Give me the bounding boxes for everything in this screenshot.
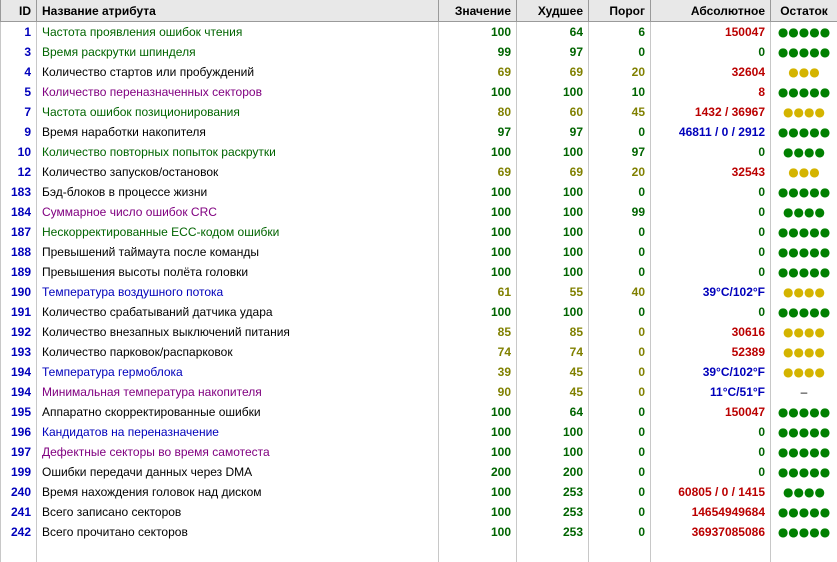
cell-worst: 100 [517, 242, 589, 262]
cell-absolute: 0 [651, 462, 771, 482]
cell-name: Частота ошибок позиционирования [37, 102, 439, 122]
cell-threshold: 0 [589, 442, 651, 462]
cell-threshold: 20 [589, 162, 651, 182]
cell-absolute: 0 [651, 222, 771, 242]
table-row[interactable] [1, 302, 837, 322]
cell-worst: 100 [517, 442, 589, 462]
cell-absolute: 0 [651, 242, 771, 262]
cell-threshold: 0 [589, 182, 651, 202]
cell-id: 188 [1, 242, 37, 262]
cell-absolute: 0 [651, 142, 771, 162]
cell-remaining [771, 102, 837, 122]
cell-threshold: 0 [589, 422, 651, 442]
cell-remaining [771, 262, 837, 282]
cell-value: 100 [439, 202, 517, 222]
cell-id: 184 [1, 202, 37, 222]
cell-absolute: 11°C/51°F [651, 382, 771, 402]
cell-value: 85 [439, 322, 517, 342]
table-row[interactable] [1, 182, 837, 202]
column-header-id[interactable]: ID [1, 0, 37, 22]
remaining-dots: ●●●●● [778, 405, 830, 419]
cell-worst: 100 [517, 202, 589, 222]
column-header-threshold[interactable]: Порог [589, 0, 651, 22]
cell-name: Кандидатов на переназначение [37, 422, 439, 442]
cell-name: Частота проявления ошибок чтения [37, 22, 439, 43]
cell-remaining [771, 202, 837, 222]
cell-id: 4 [1, 62, 37, 82]
cell-threshold: 0 [589, 222, 651, 242]
remaining-dots: ●●●● [783, 345, 825, 359]
cell-absolute: 0 [651, 42, 771, 62]
cell-absolute: 0 [651, 442, 771, 462]
remaining-dots: ●●●● [783, 145, 825, 159]
table-row[interactable] [1, 22, 837, 43]
cell-remaining [771, 362, 837, 382]
filler-cell [1, 542, 37, 562]
table-row[interactable] [1, 202, 837, 222]
cell-absolute: 0 [651, 302, 771, 322]
cell-threshold: 0 [589, 122, 651, 142]
cell-threshold: 0 [589, 342, 651, 362]
cell-remaining [771, 502, 837, 522]
cell-name: Количество парковок/распарковок [37, 342, 439, 362]
cell-threshold: 0 [589, 482, 651, 502]
cell-value: 100 [439, 22, 517, 43]
cell-value: 61 [439, 282, 517, 302]
remaining-dots: ●●●●● [778, 125, 830, 139]
remaining-dots: ●●●● [783, 105, 825, 119]
cell-threshold: 0 [589, 302, 651, 322]
cell-worst: 60 [517, 102, 589, 122]
cell-id: 1 [1, 22, 37, 43]
cell-name: Аппаратно скорректированные ошибки [37, 402, 439, 422]
cell-worst: 69 [517, 162, 589, 182]
cell-threshold: 0 [589, 402, 651, 422]
cell-remaining [771, 282, 837, 302]
remaining-dots: ●●●● [783, 325, 825, 339]
cell-remaining [771, 382, 837, 402]
cell-absolute: 32604 [651, 62, 771, 82]
cell-threshold: 0 [589, 382, 651, 402]
cell-value: 100 [439, 222, 517, 242]
table-row[interactable] [1, 262, 837, 282]
cell-worst: 200 [517, 462, 589, 482]
cell-value: 100 [439, 142, 517, 162]
cell-id: 196 [1, 422, 37, 442]
table-row[interactable] [1, 62, 837, 82]
remaining-dots: ●●●●● [778, 525, 830, 539]
cell-remaining [771, 182, 837, 202]
cell-absolute: 60805 / 0 / 1415 [651, 482, 771, 502]
cell-worst: 64 [517, 22, 589, 43]
cell-absolute: 0 [651, 422, 771, 442]
cell-name: Время нахождения головок над диском [37, 482, 439, 502]
cell-name: Время наработки накопителя [37, 122, 439, 142]
cell-name: Ошибки передачи данных через DMA [37, 462, 439, 482]
remaining-dots: ●●●●● [778, 505, 830, 519]
cell-id: 7 [1, 102, 37, 122]
cell-id: 190 [1, 282, 37, 302]
cell-worst: 100 [517, 262, 589, 282]
cell-name: Количество переназначенных секторов [37, 82, 439, 102]
cell-threshold: 0 [589, 262, 651, 282]
table-row[interactable] [1, 482, 837, 502]
cell-remaining [771, 422, 837, 442]
filler-cell [771, 542, 837, 562]
cell-threshold: 0 [589, 42, 651, 62]
cell-threshold: 0 [589, 462, 651, 482]
cell-id: 197 [1, 442, 37, 462]
cell-value: 100 [439, 422, 517, 442]
cell-worst: 45 [517, 382, 589, 402]
cell-threshold: 0 [589, 522, 651, 542]
cell-worst: 253 [517, 482, 589, 502]
cell-absolute: 150047 [651, 22, 771, 43]
cell-id: 3 [1, 42, 37, 62]
remaining-dots: ●●●●● [778, 265, 830, 279]
filler-cell [517, 542, 589, 562]
cell-absolute: 46811 / 0 / 2912 [651, 122, 771, 142]
cell-worst: 100 [517, 182, 589, 202]
cell-absolute: 14654949684 [651, 502, 771, 522]
remaining-dots: ●●●●● [778, 85, 830, 99]
cell-name: Бэд-блоков в процессе жизни [37, 182, 439, 202]
cell-worst: 100 [517, 222, 589, 242]
table-row[interactable] [1, 102, 837, 122]
table-filler-row [1, 542, 837, 562]
cell-worst: 45 [517, 362, 589, 382]
cell-id: 199 [1, 462, 37, 482]
filler-cell [651, 542, 771, 562]
cell-remaining [771, 82, 837, 102]
table-row[interactable] [1, 442, 837, 462]
filler-cell [37, 542, 439, 562]
table-row[interactable] [1, 122, 837, 142]
cell-remaining [771, 242, 837, 262]
table-row[interactable] [1, 82, 837, 102]
cell-value: 100 [439, 82, 517, 102]
cell-value: 99 [439, 42, 517, 62]
cell-absolute: 30616 [651, 322, 771, 342]
cell-id: 240 [1, 482, 37, 502]
cell-threshold: 0 [589, 322, 651, 342]
remaining-dots: ●●●● [783, 285, 825, 299]
remaining-dots: ●●●●● [778, 185, 830, 199]
table-row[interactable] [1, 42, 837, 62]
cell-remaining [771, 122, 837, 142]
cell-value: 100 [439, 482, 517, 502]
cell-value: 90 [439, 382, 517, 402]
remaining-dots: ●●●●● [778, 225, 830, 239]
cell-worst: 100 [517, 142, 589, 162]
cell-remaining [771, 222, 837, 242]
cell-remaining [771, 522, 837, 542]
cell-name: Время раскрутки шпинделя [37, 42, 439, 62]
cell-id: 194 [1, 382, 37, 402]
table-row[interactable] [1, 322, 837, 342]
remaining-dots: ●●● [788, 165, 819, 179]
cell-name: Температура гермоблока [37, 362, 439, 382]
cell-name: Количество стартов или пробуждений [37, 62, 439, 82]
cell-remaining [771, 442, 837, 462]
cell-value: 97 [439, 122, 517, 142]
cell-id: 183 [1, 182, 37, 202]
remaining-dash: – [801, 385, 808, 399]
header-row [1, 0, 837, 22]
table-row[interactable] [1, 282, 837, 302]
cell-value: 100 [439, 262, 517, 282]
column-header-value[interactable]: Значение [439, 0, 517, 22]
cell-name: Превышений таймаута после команды [37, 242, 439, 262]
cell-id: 194 [1, 362, 37, 382]
remaining-dots: ●●●●● [778, 25, 830, 39]
cell-value: 100 [439, 242, 517, 262]
cell-name: Всего записано секторов [37, 502, 439, 522]
cell-worst: 100 [517, 82, 589, 102]
cell-name: Температура воздушного потока [37, 282, 439, 302]
cell-value: 100 [439, 502, 517, 522]
table-row[interactable] [1, 342, 837, 362]
cell-name: Количество повторных попыток раскрутки [37, 142, 439, 162]
cell-id: 9 [1, 122, 37, 142]
cell-worst: 253 [517, 502, 589, 522]
cell-id: 191 [1, 302, 37, 322]
cell-threshold: 6 [589, 22, 651, 43]
table-row[interactable] [1, 402, 837, 422]
cell-name: Дефектные секторы во время самотеста [37, 442, 439, 462]
cell-threshold: 40 [589, 282, 651, 302]
cell-absolute: 1432 / 36967 [651, 102, 771, 122]
cell-remaining [771, 62, 837, 82]
table-row[interactable] [1, 142, 837, 162]
cell-id: 187 [1, 222, 37, 242]
remaining-dots: ●●●●● [778, 305, 830, 319]
cell-worst: 55 [517, 282, 589, 302]
table-row[interactable] [1, 362, 837, 382]
cell-threshold: 0 [589, 242, 651, 262]
cell-threshold: 97 [589, 142, 651, 162]
cell-remaining [771, 142, 837, 162]
table-row[interactable] [1, 242, 837, 262]
cell-absolute: 0 [651, 262, 771, 282]
cell-name: Нескорректированные ECC-кодом ошибки [37, 222, 439, 242]
remaining-dots: ●●●● [783, 485, 825, 499]
table-row[interactable] [1, 462, 837, 482]
cell-absolute: 52389 [651, 342, 771, 362]
cell-name: Превышения высоты полёта головки [37, 262, 439, 282]
cell-remaining [771, 302, 837, 322]
cell-value: 69 [439, 162, 517, 182]
table-row[interactable] [1, 382, 837, 402]
cell-threshold: 99 [589, 202, 651, 222]
cell-remaining [771, 482, 837, 502]
cell-value: 74 [439, 342, 517, 362]
column-header-worst[interactable]: Худшее [517, 0, 589, 22]
cell-threshold: 0 [589, 362, 651, 382]
remaining-dots: ●●● [788, 65, 819, 79]
cell-name: Минимальная температура накопителя [37, 382, 439, 402]
cell-id: 12 [1, 162, 37, 182]
cell-absolute: 36937085086 [651, 522, 771, 542]
cell-id: 5 [1, 82, 37, 102]
cell-name: Количество внезапных выключений питания [37, 322, 439, 342]
cell-remaining [771, 42, 837, 62]
cell-id: 189 [1, 262, 37, 282]
cell-value: 200 [439, 462, 517, 482]
filler-cell [589, 542, 651, 562]
cell-worst: 64 [517, 402, 589, 422]
remaining-dots: ●●●●● [778, 425, 830, 439]
cell-id: 242 [1, 522, 37, 542]
cell-worst: 100 [517, 302, 589, 322]
cell-threshold: 45 [589, 102, 651, 122]
remaining-dots: ●●●● [783, 205, 825, 219]
cell-threshold: 20 [589, 62, 651, 82]
cell-id: 192 [1, 322, 37, 342]
table-row[interactable] [1, 422, 837, 442]
cell-remaining [771, 22, 837, 43]
cell-value: 80 [439, 102, 517, 122]
cell-remaining [771, 162, 837, 182]
cell-worst: 74 [517, 342, 589, 362]
column-header-remaining[interactable]: Остаток [771, 0, 837, 22]
table-row[interactable] [1, 502, 837, 522]
cell-value: 100 [439, 402, 517, 422]
cell-worst: 253 [517, 522, 589, 542]
cell-absolute: 39°C/102°F [651, 282, 771, 302]
cell-threshold: 0 [589, 502, 651, 522]
table-body [1, 22, 837, 562]
cell-worst: 69 [517, 62, 589, 82]
cell-absolute: 150047 [651, 402, 771, 422]
filler-cell [439, 542, 517, 562]
cell-value: 100 [439, 442, 517, 462]
remaining-dots: ●●●●● [778, 45, 830, 59]
remaining-dots: ●●●●● [778, 445, 830, 459]
table-row[interactable] [1, 162, 837, 182]
cell-name: Количество запусков/остановок [37, 162, 439, 182]
cell-remaining [771, 322, 837, 342]
cell-value: 69 [439, 62, 517, 82]
cell-id: 195 [1, 402, 37, 422]
cell-value: 100 [439, 302, 517, 322]
remaining-dots: ●●●●● [778, 465, 830, 479]
cell-remaining [771, 462, 837, 482]
cell-id: 10 [1, 142, 37, 162]
cell-id: 193 [1, 342, 37, 362]
table-header [1, 0, 837, 22]
cell-worst: 100 [517, 422, 589, 442]
table-row[interactable] [1, 522, 837, 542]
cell-absolute: 0 [651, 182, 771, 202]
cell-id: 241 [1, 502, 37, 522]
cell-worst: 97 [517, 122, 589, 142]
cell-name: Суммарное число ошибок CRC [37, 202, 439, 222]
remaining-dots: ●●●●● [778, 245, 830, 259]
cell-absolute: 8 [651, 82, 771, 102]
cell-value: 100 [439, 522, 517, 542]
cell-worst: 97 [517, 42, 589, 62]
cell-remaining [771, 342, 837, 362]
cell-absolute: 39°C/102°F [651, 362, 771, 382]
cell-absolute: 0 [651, 202, 771, 222]
cell-worst: 85 [517, 322, 589, 342]
cell-absolute: 32543 [651, 162, 771, 182]
table-row[interactable] [1, 222, 837, 242]
column-header-name[interactable]: Название атрибута [37, 0, 439, 22]
column-header-absolute[interactable]: Абсолютное [651, 0, 771, 22]
cell-value: 100 [439, 182, 517, 202]
cell-remaining [771, 402, 837, 422]
cell-name: Всего прочитано секторов [37, 522, 439, 542]
remaining-dots: ●●●● [783, 365, 825, 379]
cell-value: 39 [439, 362, 517, 382]
cell-name: Количество срабатываний датчика удара [37, 302, 439, 322]
cell-threshold: 10 [589, 82, 651, 102]
